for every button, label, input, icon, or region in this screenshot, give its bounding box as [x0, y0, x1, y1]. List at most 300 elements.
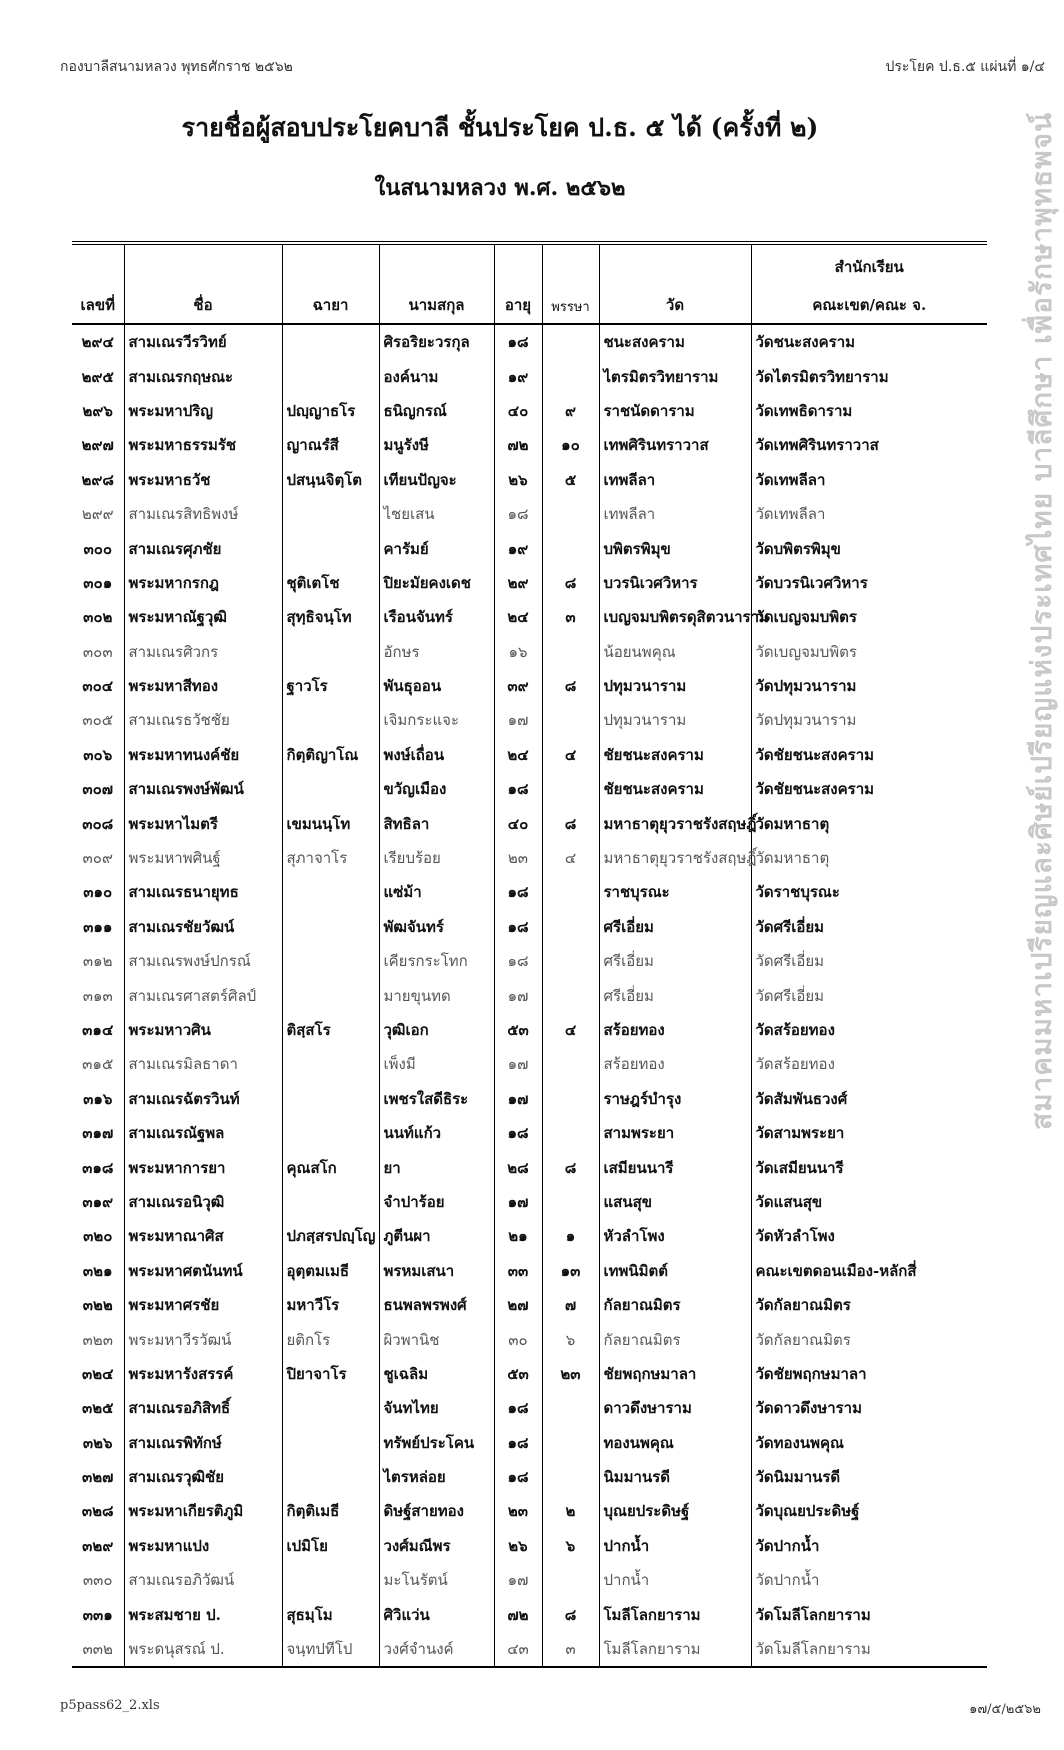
cell-title	[282, 1082, 379, 1116]
cell-name: สามเณรธนายุทธ	[124, 875, 282, 909]
cell-title	[282, 875, 379, 909]
table-row	[72, 324, 987, 359]
cell-vassa: ๓	[542, 600, 599, 634]
cell-office: วัดบุณยประดิษฐ์	[751, 1494, 987, 1528]
cell-wat: เสมียนนารี	[599, 1150, 751, 1184]
cell-wat: ราชนัดดาราม	[599, 394, 751, 428]
cell-title: สุธมฺโม	[282, 1597, 379, 1631]
cell-title: กิตฺติเมธี	[282, 1494, 379, 1528]
cell-wat: ปทุมวนาราม	[599, 669, 751, 703]
cell-vassa: ๑๐	[542, 428, 599, 462]
cell-office: วัดกัลยาณมิตร	[751, 1322, 987, 1356]
cell-age: ๔๐	[494, 806, 542, 840]
cell-wat: ปากน้ำ	[599, 1529, 751, 1563]
cell-title	[282, 1391, 379, 1425]
cell-vassa: ๘	[542, 566, 599, 600]
cell-age: ๗๒	[494, 1597, 542, 1631]
cell-office: วัดเบญจมบพิตร	[751, 600, 987, 634]
col-header-no: เลขที่	[72, 243, 124, 324]
cell-age: ๒๖	[494, 463, 542, 497]
cell-age: ๑๘	[494, 1391, 542, 1425]
cell-name: พระมหาศตนันทน์	[124, 1254, 282, 1288]
results-table	[72, 241, 987, 1668]
cell-surname: ทรัพย์ประโคน	[379, 1426, 494, 1460]
table-row	[72, 531, 987, 565]
cell-age: ๑๗	[494, 1047, 542, 1081]
cell-office: วัดเบญจมบพิตร	[751, 635, 987, 669]
cell-name: พระมหาศรชัย	[124, 1288, 282, 1322]
cell-name: พระมหาวีรวัฒน์	[124, 1322, 282, 1356]
cell-no: ๓๒๗	[82, 1468, 114, 1487]
cell-office: วัดมหาธาตุ	[751, 806, 987, 840]
cell-no: ๓๓๒	[72, 1632, 124, 1667]
cell-name: พระมหาแปง	[124, 1529, 282, 1563]
cell-age: ๕๓	[494, 1357, 542, 1391]
cell-vassa	[542, 635, 599, 669]
cell-no: ๓๐๙	[82, 849, 113, 868]
cell-title	[282, 1426, 379, 1460]
cell-vassa	[542, 324, 599, 359]
cell-title	[282, 944, 379, 978]
table-row	[72, 1494, 987, 1528]
cell-name: พระสมชาย ป.	[124, 1597, 282, 1631]
cell-no: ๓๐๗	[82, 780, 114, 799]
cell-age: ๓๓	[494, 1254, 542, 1288]
page-subtitle: ในสนามหลวง พ.ศ. ๒๕๖๒	[374, 175, 626, 201]
cell-title	[282, 359, 379, 393]
col-header-office-bottom: คณะเขต/คณะ จ.	[812, 296, 927, 314]
cell-title	[282, 772, 379, 806]
cell-vassa: ๓	[542, 1632, 599, 1667]
cell-wat: ศรีเอี่ยม	[599, 944, 751, 978]
cell-no: ๓๒๓	[82, 1330, 113, 1349]
cell-office: วัดศรีเอี่ยม	[751, 910, 987, 944]
cell-name: สามเณรมิลธาดา	[124, 1047, 282, 1081]
cell-wat: มหาธาตุยุวราชรังสฤษฎิ์	[599, 806, 751, 840]
cell-vassa	[542, 1116, 599, 1150]
cell-name: พระมหากรกฎ	[124, 566, 282, 600]
cell-surname: ศิวิแว่น	[379, 1597, 494, 1631]
cell-wat: บพิตรพิมุข	[599, 531, 751, 565]
cell-wat: น้อยนพคุณ	[599, 635, 751, 669]
cell-no: ๓๑๕	[82, 1055, 114, 1074]
cell-name: สามเณรศาสตร์ศิลป์	[124, 978, 282, 1012]
cell-age: ๑๖	[494, 635, 542, 669]
col-header-office	[751, 243, 987, 324]
cell-no: ๒๙๕	[81, 367, 114, 386]
cell-title	[282, 324, 379, 359]
cell-wat: ทองนพคุณ	[599, 1426, 751, 1460]
cell-surname: พรหมเสนา	[379, 1254, 494, 1288]
cell-wat: ดาวดึงษาราม	[599, 1391, 751, 1425]
cell-name: สามเณรกฤษณะ	[124, 359, 282, 393]
cell-age: ๑๘	[494, 1116, 542, 1150]
cell-no: ๓๒๙	[82, 1536, 114, 1555]
table-row	[72, 1529, 987, 1563]
cell-surname: วงศ์จำนงค์	[379, 1632, 494, 1667]
cell-office: วัดเทพธิดาราม	[751, 394, 987, 428]
cell-office: วัดโมลีโลกยาราม	[751, 1597, 987, 1631]
cell-title	[282, 703, 379, 737]
cell-no: ๓๐๓	[82, 642, 113, 661]
cell-title	[282, 1116, 379, 1150]
col-header-age: อายุ	[494, 243, 542, 324]
cell-surname: ยา	[379, 1150, 494, 1184]
cell-no: ๓๐๘	[82, 814, 114, 833]
table-row	[72, 806, 987, 840]
cell-wat: บุณยประดิษฐ์	[599, 1494, 751, 1528]
cell-wat: ปากน้ำ	[599, 1563, 751, 1597]
cell-title: สุภาจาโร	[282, 841, 379, 875]
cell-vassa	[542, 703, 599, 737]
cell-surname: วงศ์มณีพร	[379, 1529, 494, 1563]
table-row	[72, 1391, 987, 1425]
cell-vassa: ๕	[542, 463, 599, 497]
cell-vassa	[542, 1391, 599, 1425]
cell-wat: สามพระยา	[599, 1116, 751, 1150]
cell-age: ๑๘	[494, 1460, 542, 1494]
cell-office: วัดกัลยาณมิตร	[751, 1288, 987, 1322]
cell-no: ๓๑๖	[83, 1089, 113, 1108]
cell-title	[282, 910, 379, 944]
cell-no: ๓๒๔	[82, 1364, 114, 1383]
cell-surname: ขวัญเมือง	[379, 772, 494, 806]
header-sheet-text: ประโยค ป.ธ.๕ แผ่นที่ ๑/๔	[885, 59, 1045, 75]
cell-vassa	[542, 1426, 599, 1460]
table-row	[72, 1185, 987, 1219]
cell-surname: เทียนปัญจะ	[379, 463, 494, 497]
cell-no: ๓๓๑	[82, 1605, 113, 1624]
table-row	[72, 1150, 987, 1184]
cell-office: วัดบพิตรพิมุข	[751, 531, 987, 565]
table-row	[72, 1597, 987, 1631]
cell-name: พระมหาพศินฐ์	[124, 841, 282, 875]
cell-vassa: ๖	[542, 1529, 599, 1563]
cell-age: ๓๙	[494, 669, 542, 703]
cell-vassa	[542, 497, 599, 531]
table-row	[72, 600, 987, 634]
cell-no: ๓๑๔	[82, 1021, 114, 1039]
cell-vassa: ๘	[542, 1597, 599, 1631]
cell-office: วัดดาวดึงษาราม	[751, 1391, 987, 1425]
col-header-surname: นามสกุล	[379, 243, 494, 324]
cell-office: วัดเทพลีลา	[751, 497, 987, 531]
cell-vassa	[542, 944, 599, 978]
cell-vassa: ๑	[542, 1219, 599, 1253]
cell-vassa: ๗	[542, 1288, 599, 1322]
header-left-text: กองบาลีสนามหลวง พุทธศักราช ๒๕๖๒	[60, 59, 293, 75]
cell-surname: ธนิญกรณ์	[379, 394, 494, 428]
cell-vassa	[542, 1460, 599, 1494]
cell-age: ๑๘	[494, 772, 542, 806]
cell-title: ติสฺสโร	[282, 1013, 379, 1047]
cell-age: ๒๙	[494, 566, 542, 600]
cell-no: ๒๙๖	[82, 401, 113, 420]
footer-date: ๑๗/๕/๒๕๖๒	[969, 1702, 1041, 1717]
cell-office: วัดปทุมวนาราม	[751, 703, 987, 737]
cell-wat: โมลีโลกยาราม	[599, 1632, 751, 1667]
cell-vassa	[542, 910, 599, 944]
cell-office: วัดสัมพันธวงศ์	[751, 1082, 987, 1116]
cell-wat: ศรีเอี่ยม	[599, 910, 751, 944]
cell-age: ๑๘	[494, 497, 542, 531]
cell-title: ปสนฺนจิตฺโต	[282, 463, 379, 497]
cell-name: พระมหาสีทอง	[124, 669, 282, 703]
table-row	[72, 944, 987, 978]
cell-title: คุณสโก	[282, 1150, 379, 1184]
table-row	[72, 1219, 987, 1253]
cell-office: วัดราชบุรณะ	[751, 875, 987, 909]
cell-title: จนฺทปทีโป	[282, 1632, 379, 1667]
cell-name: สามเณรธวัชชัย	[124, 703, 282, 737]
cell-age: ๑๗	[494, 1185, 542, 1219]
cell-title: อุตฺตมเมธี	[282, 1254, 379, 1288]
cell-surname: ศิรอริยะวรกุล	[379, 324, 494, 359]
cell-name: พระมหาทนงค์ชัย	[124, 738, 282, 772]
cell-surname: จันทไทย	[379, 1391, 494, 1425]
cell-age: ๑๘	[494, 875, 542, 909]
cell-vassa: ๖	[542, 1322, 599, 1356]
table-row	[72, 1322, 987, 1356]
cell-vassa	[542, 1047, 599, 1081]
cell-name: สามเณรอนิวุฒิ	[124, 1185, 282, 1219]
cell-surname: เรียบร้อย	[379, 841, 494, 875]
cell-vassa: ๒๓	[542, 1357, 599, 1391]
cell-surname: วุฒิเอก	[379, 1013, 494, 1047]
cell-wat: ชัยชนะสงคราม	[599, 772, 751, 806]
cell-age: ๑๙	[494, 359, 542, 393]
cell-age: ๒๓	[494, 841, 542, 875]
cell-name: พระมหาณัฐวุฒิ	[124, 600, 282, 634]
cell-name: พระมหาไมตรี	[124, 806, 282, 840]
cell-surname: เคียรกระโทก	[379, 944, 494, 978]
cell-vassa: ๘	[542, 669, 599, 703]
cell-no: ๓๐๑	[83, 573, 113, 592]
cell-vassa: ๔	[542, 841, 599, 875]
cell-office: วัดชนะสงคราม	[751, 324, 987, 359]
cell-age: ๑๘	[494, 910, 542, 944]
cell-surname: ปิยะมัยคงเดช	[379, 566, 494, 600]
cell-office: วัดศรีเอี่ยม	[751, 944, 987, 978]
cell-office: วัดปากน้ำ	[751, 1563, 987, 1597]
cell-age: ๒๗	[494, 1288, 542, 1322]
cell-surname: เรือนจันทร์	[379, 600, 494, 634]
cell-vassa: ๔	[542, 1013, 599, 1047]
cell-title	[282, 497, 379, 531]
cell-office: วัดปากน้ำ	[751, 1529, 987, 1563]
cell-no: ๓๒๑	[82, 1261, 113, 1280]
cell-wat: มหาธาตุยุวราชรังสฤษฎิ์	[599, 841, 751, 875]
cell-office: วัดบวรนิเวศวิหาร	[751, 566, 987, 600]
cell-surname: ดิษฐ์สายทอง	[379, 1494, 494, 1528]
cell-title	[282, 1460, 379, 1494]
cell-title: ยติกโร	[282, 1322, 379, 1356]
table-header-row	[72, 243, 987, 324]
cell-age: ๗๒	[494, 428, 542, 462]
cell-name: พระมหาธวัช	[124, 463, 282, 497]
table-row	[72, 635, 987, 669]
col-header-wat: วัด	[599, 243, 751, 324]
cell-vassa: ๔	[542, 738, 599, 772]
cell-name: พระมหารังสรรค์	[124, 1357, 282, 1391]
cell-age: ๒๖	[494, 1529, 542, 1563]
cell-wat: เทพลีลา	[599, 497, 751, 531]
cell-age: ๑๗	[494, 1563, 542, 1597]
cell-surname: องค์นาม	[379, 359, 494, 393]
cell-surname: มนูรังษี	[379, 428, 494, 462]
cell-title	[282, 531, 379, 565]
cell-surname: เจิมกระแจะ	[379, 703, 494, 737]
cell-surname: พัฒจันทร์	[379, 910, 494, 944]
col-header-title: ฉายา	[282, 243, 379, 324]
cell-wat: ชัยพฤกษมาลา	[599, 1357, 751, 1391]
table-row	[72, 910, 987, 944]
cell-no: ๓๑๘	[82, 1158, 114, 1177]
cell-age: ๒๔	[494, 738, 542, 772]
cell-no: ๓๒๐	[83, 1227, 113, 1246]
cell-office: วัดไตรมิตรวิทยาราม	[751, 359, 987, 393]
cell-wat: เทพลีลา	[599, 463, 751, 497]
cell-age: ๒๓	[494, 1494, 542, 1528]
cell-office: วัดสร้อยทอง	[751, 1047, 987, 1081]
cell-name: สามเณรพิทักษ์	[124, 1426, 282, 1460]
cell-office: วัดมหาธาตุ	[751, 841, 987, 875]
table-row	[72, 1047, 987, 1081]
cell-name: สามเณรวุฒิชัย	[124, 1460, 282, 1494]
cell-wat: ราชบุรณะ	[599, 875, 751, 909]
cell-surname: สิทธิลา	[379, 806, 494, 840]
cell-vassa	[542, 1082, 599, 1116]
cell-no: ๓๒๒	[82, 1296, 113, 1315]
cell-office: วัดนิมมานรดี	[751, 1460, 987, 1494]
cell-surname: เพชรใสดีธิระ	[379, 1082, 494, 1116]
cell-title: ญาณรํสี	[282, 428, 379, 462]
cell-age: ๑๗	[494, 1082, 542, 1116]
table-row	[72, 841, 987, 875]
cell-no: ๓๒๕	[82, 1399, 114, 1418]
cell-title: เปมิโย	[282, 1529, 379, 1563]
cell-title: ปภสฺสรปญฺโญ	[282, 1219, 379, 1253]
cell-name: สามเณรชัยวัฒน์	[124, 910, 282, 944]
cell-office: วัดชัยชนะสงคราม	[751, 772, 987, 806]
cell-surname: อักษร	[379, 635, 494, 669]
cell-office: วัดโมลีโลกยาราม	[751, 1632, 987, 1667]
cell-vassa	[542, 1563, 599, 1597]
cell-age: ๑๘	[494, 944, 542, 978]
cell-wat: หัวลำโพง	[599, 1219, 751, 1253]
cell-no: ๒๙๘	[81, 470, 114, 489]
table-row	[72, 738, 987, 772]
cell-age: ๒๘	[494, 1150, 542, 1184]
cell-wat: เบญจมบพิตรดุสิตวนาราม	[599, 600, 751, 634]
cell-name: สามเณรฉัตรวินท์	[124, 1082, 282, 1116]
cell-surname: จำปาร้อย	[379, 1185, 494, 1219]
cell-no: ๓๑๑	[83, 917, 113, 936]
cell-name: พระมหาธรรมรัช	[124, 428, 282, 462]
cell-surname: ผิวพานิช	[379, 1322, 494, 1356]
cell-office: วัดเทพลีลา	[751, 463, 987, 497]
cell-wat: สร้อยทอง	[599, 1013, 751, 1047]
cell-vassa	[542, 978, 599, 1012]
cell-office: วัดสามพระยา	[751, 1116, 987, 1150]
cell-wat: แสนสุข	[599, 1185, 751, 1219]
cell-no: ๓๓๐	[82, 1571, 113, 1590]
table-row	[72, 1288, 987, 1322]
cell-office: วัดทองนพคุณ	[751, 1426, 987, 1460]
cell-vassa	[542, 875, 599, 909]
cell-office: คณะเขตดอนเมือง-หลักสี่	[751, 1254, 987, 1288]
page-title: รายชื่อผู้สอบประโยคบาลี ชั้นประโยค ป.ธ. ๕ ได้ (ครั้งที่ ๒)	[181, 113, 819, 142]
cell-title: สุทฺธิจนฺโท	[282, 600, 379, 634]
cell-surname: ไชยเสน	[379, 497, 494, 531]
cell-name: สามเณรวีรวิทย์	[124, 324, 282, 359]
table-row	[72, 978, 987, 1012]
cell-surname: คารัมย์	[379, 531, 494, 565]
cell-age: ๑๙	[494, 531, 542, 565]
cell-office: วัดชัยพฤกษมาลา	[751, 1357, 987, 1391]
table-row	[72, 428, 987, 462]
cell-title	[282, 635, 379, 669]
cell-vassa	[542, 1185, 599, 1219]
table-row	[72, 359, 987, 393]
cell-age: ๑๘	[494, 1426, 542, 1460]
cell-wat: ชัยชนะสงคราม	[599, 738, 751, 772]
cell-name: สามเณรศิวกร	[124, 635, 282, 669]
table-row	[72, 1116, 987, 1150]
cell-no: ๓๑๗	[82, 1124, 114, 1143]
cell-surname: มะโนรัตน์	[379, 1563, 494, 1597]
table-row	[72, 772, 987, 806]
table-row	[72, 703, 987, 737]
cell-name: สามเณรสิทธิพงษ์	[124, 497, 282, 531]
cell-name: สามเณรอภิวัฒน์	[124, 1563, 282, 1597]
cell-age: ๑๗	[494, 978, 542, 1012]
cell-name: พระมหาเกียรติภูมิ	[124, 1494, 282, 1528]
cell-age: ๔๓	[494, 1632, 542, 1667]
cell-wat: โมลีโลกยาราม	[599, 1597, 751, 1631]
cell-name: สามเณรพงษ์ปกรณ์	[124, 944, 282, 978]
cell-vassa: ๒	[542, 1494, 599, 1528]
table-row	[72, 394, 987, 428]
cell-name: สามเณรพงษ์พัฒน์	[124, 772, 282, 806]
cell-title	[282, 978, 379, 1012]
cell-vassa: ๙	[542, 394, 599, 428]
cell-name: พระมหาณาศิส	[124, 1219, 282, 1253]
cell-no: ๓๐๔	[82, 677, 114, 696]
cell-title: กิตฺติญาโณ	[282, 738, 379, 772]
cell-office: วัดเทพศิรินทราวาส	[751, 428, 987, 462]
cell-name: พระมหาการยา	[124, 1150, 282, 1184]
col-header-office-top: สำนักเรียน	[834, 258, 904, 276]
table-row	[72, 1082, 987, 1116]
cell-vassa	[542, 359, 599, 393]
table-row	[72, 1254, 987, 1288]
cell-age: ๑๗	[494, 703, 542, 737]
cell-wat: เทพนิมิตต์	[599, 1254, 751, 1288]
cell-surname: ธนพลพรพงศ์	[379, 1288, 494, 1322]
table-row	[72, 463, 987, 497]
cell-vassa: ๘	[542, 806, 599, 840]
table-row	[72, 566, 987, 600]
cell-wat: ปทุมวนาราม	[599, 703, 751, 737]
table-row	[72, 1460, 987, 1494]
cell-no: ๓๐๖	[83, 745, 113, 764]
cell-no: ๓๐๒	[83, 608, 113, 627]
cell-no: ๒๙๔	[81, 333, 114, 352]
cell-wat: นิมมานรดี	[599, 1460, 751, 1494]
table-row	[72, 497, 987, 531]
cell-surname: แซ่ม้า	[379, 875, 494, 909]
